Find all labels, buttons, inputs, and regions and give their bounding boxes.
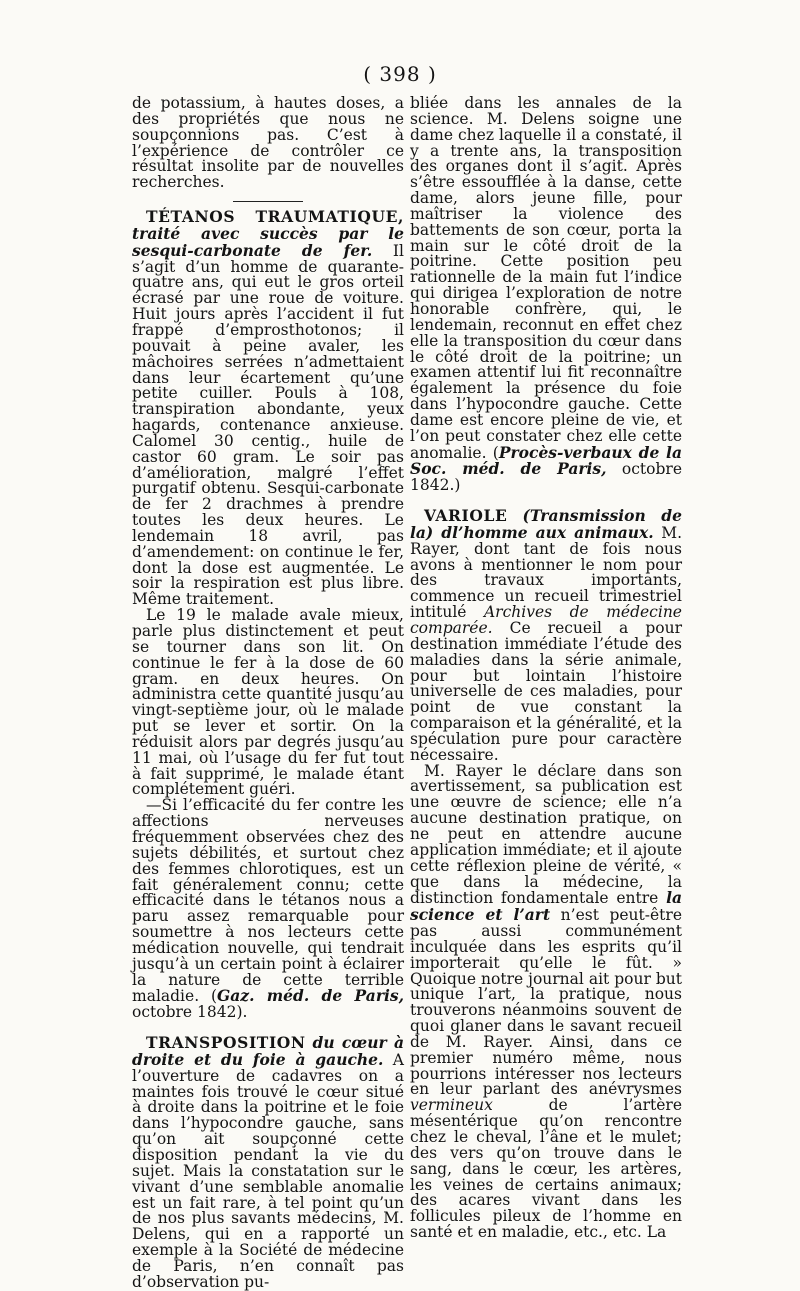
article-body: n’est peut-être pas aussi communément inculquée dans les esprits qu’il importerait qu’elle le fût. » Quoique notre journal ait pour but unique l’art, la pratique, nous trouverons néanmoins souvent de quoi glaner dans le savant recueil de M. Rayer. Ainsi, dans ce premier numéro même, nous pourrions intéresser nos lecteurs en leur parlant des anévrysmes [410,906,682,1099]
citation-date: octobre 1842). [132,1003,248,1022]
section-divider [233,201,303,202]
article-paragraph-commentary [132,798,404,1021]
article-body: Il s’agit d’un homme de quarante-quatre ans, qui eut le gros orteil écrasé par une roue de voiture. Huit jours après l’accident il fut frappé d’emprosthotonos; il pouvait à peine avaler, les mâchoires serrées n’admettaient dans leur écartement qu’une petite cuiller. Pouls à 108, transpiration abondante, yeux hagards, contenance anxieuse. Calomel 30 centig., huile de castor 60 gram. Le soir pas d’amélioration, malgré l’effet purgatif obtenu. Sesqui-carbonate de fer 2 drachmes à prendre toutes les deux heures. Le lendemain 18 avril, pas d’amendement: on continue le fer, dont la dose est augmentée. Le soir la respiration est plus libre. Même traitement. [132,241,404,609]
article-transposition-continued [410,96,682,494]
article-heading: TRANSPOSITION [146,1033,306,1053]
journal-title: Archives de médecine comparée. [410,603,682,637]
article-body: M. Rayer, dont tant de fois nous avons à mentionner le nom pour des travaux importants, commence un recueil trimestriel intitulé [410,523,683,622]
article-heading: VARIOLE [424,506,508,526]
article-subheading: (Transmission de la) dl’homme aux animaux. [410,506,682,542]
left-paragraph-continuation: de potassium, à hautes doses, a des propriétés que nous ne soupçonnions pas. C’est à l’expérience de contrôler ce résultat insolite par de nouvelles recherches. [132,94,404,192]
citation-source: Procès-verbaux de la Soc. méd. de Paris, [410,442,682,479]
article-variole [410,508,682,764]
emphasis-phrase: la science et l’art [410,888,682,925]
emphasis-word: vermineux [410,1096,493,1115]
citation-date: octobre 1842.) [410,460,682,495]
article-paragraph: Le 19 le malade avale mieux, parle plus distinctement et peut se tourner dans son lit. On continue le fer à la dose de 60 gram. en deux heures. On administra cette quantité jusqu’au vingt-septième jour, où le malade put se lever et sortir. On la réduisit alors par degrés jusqu’au 11 mai, où l’usage du fer fut tout à fait supprimé, le malade étant complétement guéri. [132,606,404,799]
citation-source: Gaz. méd. de Paris, [217,986,404,1006]
citation-open: ( [210,987,218,1006]
article-body: bliée dans les annales de la science. M. Delens soigne une dame chez laquelle il a constaté, il y a trente ans, la transposition des organes dont il s’agit. Après s’être essoufflée à la danse, cette dame, alors jeune fille, pour maîtriser la violence des battements de son cœur, porta la main sur le côté droit de la poitrine. Cette position peu rationnelle de la main fut l’indice qui dirigea l’exploration de notre honorable confrère, qui, le lendemain, reconnut en effet chez elle la transposition du cœur dans le côté droit de la poitrine; un examen attentif lui fit reconnaître également la présence du foie dans l’hypocondre gauche. Cette dame est encore pleine de vie, et l’on peut constater chez elle cette anomalie. [410,94,682,462]
citation-open: ( [492,443,499,462]
article-transposition [132,1035,404,1291]
article-paragraph [410,761,682,1242]
article-heading: TÉTANOS TRAUMATIQUE, [146,207,404,227]
article-body: A l’ouverture de cadavres on a maintes fois trouvé le cœur situé à droite dans la poitrine et le foie dans l’hypocondre gauche, sans qu’on ait soupçonné cette disposition pendant la vie du sujet. Mais la constatation sur le vivant d’une semblable anomalie est un fait rare, à tel point qu’un de nos plus savants médecins, M. Delens, qui en a rapporté un exemple à la Société de médecine de Paris, n’en connaît pas d’observation pu- [132,1050,404,1291]
article-body: de l’artère mésentérique qu’on rencontre chez le cheval, l’âne et le mulet; des vers qu’on trouve dans le sang, dans le cœur, les artères, les veines de certains animaux; des acares vivant dans les follicules pileux de l’homme en santé et en maladie, etc., etc. La [410,1096,682,1242]
article-body: Ce recueil a pour destination immédiate l’étude des maladies dans la série animale, pour but lointain l’histoire universelle de ces maladies, pour point de vue constant la comparaison et la généralité, et la spéculation pure pour caractère nécessaire. [410,619,682,764]
right-column [410,96,682,1241]
left-column [132,96,404,1291]
page-number: ( 398 ) [363,62,437,86]
article-subheading: du cœur à droite et du foie à gauche. [132,1033,404,1069]
article-body: —Si l’efficacité du fer contre les affections nerveuses fréquemment observées chez des sujets débilités, et surtout chez des femmes chlorotiques, est un fait généralement connu; cette efficacité dans le tétanos nous a paru assez remarquable pour soumettre à nos lecteurs cette médication nouvelle, qui tendrait jusqu’à un certain point à éclairer la nature de cette terrible maladie. [132,796,404,1006]
article-tetanos [132,209,404,608]
article-subheading: traité avec succès par le sesqui-carbonate de fer. [132,223,404,260]
article-body: M. Rayer le déclare dans son avertissement, sa publication est une œuvre de science; elle n’a aucune destination pratique, on ne peut en attendre aucune application immédiate; et il ajoute cette réflexion pleine de vérité, « que dans la médecine, la distinction fondamentale entre [410,761,682,908]
